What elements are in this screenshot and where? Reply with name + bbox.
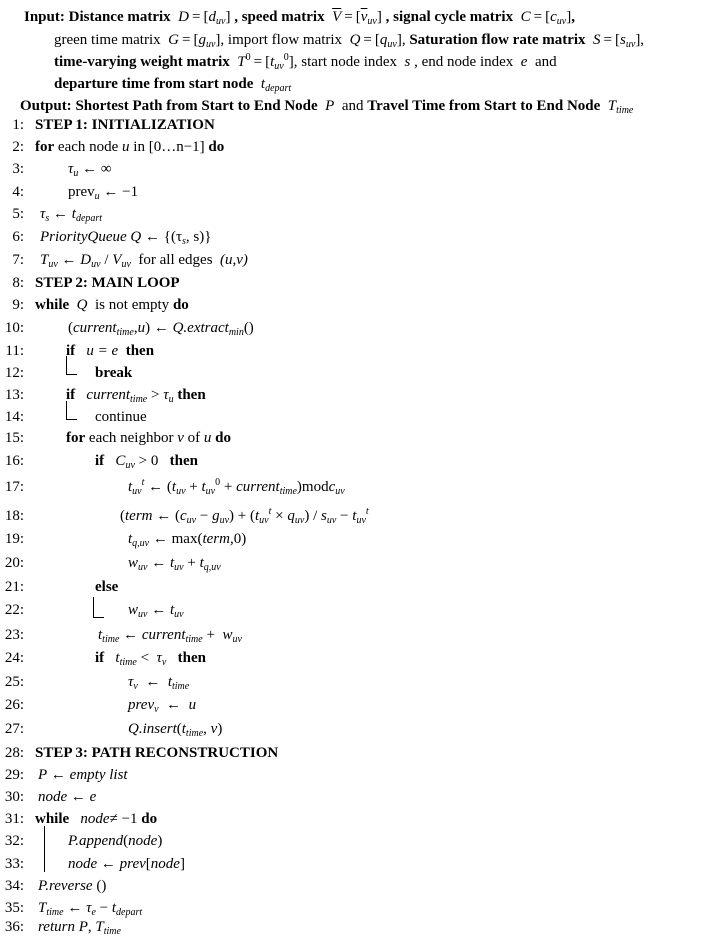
else-bracket: [93, 597, 104, 618]
input-line-4: departure time from start node $t_{depart}$: [54, 76, 292, 94]
if-bracket-1: [66, 356, 77, 375]
output-line: Output: Shortest Path from Start to End Node P and Travel Time from Start to End Node $T_{time}$: [20, 98, 634, 116]
input-line-2: green time matrix $G = [g_{uv}]$, import flow matrix $Q = [q_{uv}]$, Saturation flow rate matrix $S = [s_{uv}]$,: [54, 32, 645, 50]
algorithm-page: Input: Distance matrix $D = [d_{uv}]$ , speed matrix $\overline{V} = [\overline{v}_{uv}]$ , signal cycle matrix $C = [c_{uv}]$, green time matrix $G = [g_{uv}]$, import flow matrix $Q = [q_{uv}]$, Saturation flow rate matrix $S = [s_{uv}]$, time-varying weight matrix $T^0 = [t_{uv}^0]$, start node index s , end node index e and departure time from start node $t_{depart}$ Output: Shortest Path from Start to End Node P and Travel Time from Start to End Node $T_{time}$ 1: STEP 1: INITIALIZATION 2: for each node u in [0…n−1] do 3: $\tau_u$ ← ∞ 4: prev$_u$ ← −1 5: $\tau_s$ ← $t_{depart}$ 6: PriorityQueue Q ← {($\tau_s$, s)} 7: $T_{uv}$ ← $D_{uv} / V_{uv}$ for all edges (u,v) 8: STEP 2: MAIN LOOP 9: while Q is not empty do 10: (current$_{time}$,u) ← Q.extract$_{min}$() 11: if u = e then 12: break 13: if current$_{time}$ > $\tau_u$ then 14: continue 15: for each neighbor v of u do 16: if $C_{uv} > 0$ then 17: $t_{uv}^t$ ← ($t_{uv} + t_{uv}^0$ + current$_{time}$)modc$_{uv}$ 18: (term ← $(c_{uv} - g_{uv}) + (t_{uv}^t \times q_{uv}) / s_{uv} - t_{uv}^t$ 19: $t_{q,uv}$ ← max(term,0) 20: $w_{uv}$ ← $t_{uv} + t_{q,uv}$ 21: else 22: $w_{uv}$ ← $t_{uv}$ 23: $t_{time}$ ← current$_{time}$ + $w_{uv}$ 24: if $t_{time} < \tau_v$ then 25: $\tau_v$ ← $t_{time}$ 26: prev$_v$ ← u 27: $Q.insert(t_{time}$, v) 28: STEP 3: PATH RECONSTRUCTION 29: P ← empty list 30: node ← e 31: while node≠ −1 do 32: P.append(node) 33: node ← prev[node] 34: P.reverse () 35: $T_{time}$ ← $\tau_e - t_{depart}$ 36: return P, $T_{time}$: [0, 0, 725, 938]
if-bracket-2: [66, 401, 77, 420]
input-line-3: time-varying weight matrix $T^0 = [t_{uv}^0]$, start node index s , end node index e and: [54, 52, 557, 72]
input-line-1: Input: Distance matrix $D = [d_{uv}]$ , speed matrix $\overline{V} = [\overline{v}_{uv}]$ , signal cycle matrix $C = [c_{uv}]$,: [24, 9, 575, 27]
while-bracket: [44, 826, 46, 872]
